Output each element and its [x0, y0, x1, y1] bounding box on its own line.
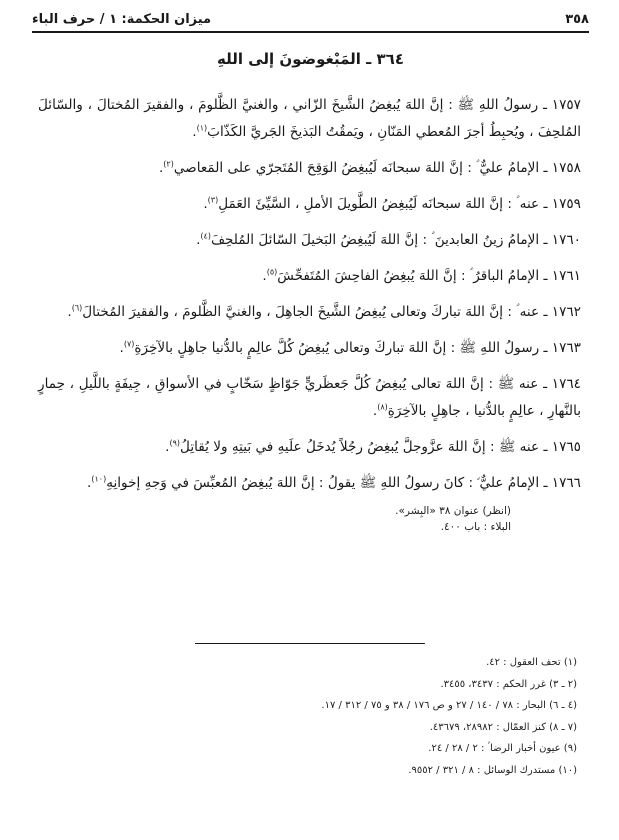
hadith-entry: ١٧٥٧ ـ رسولُ اللهِ ﷺ : إنَّ اللهَ يُبغِضُ الشَّيخَ الزّاني ، والغنيَّ الظَّلومَ ، والفقيرَ المُختالَ ، والسّائلَ المُلحِفَ ، ويُحبِطُ أجرَ المُعطي المَنّانِ ، ويَمقُتُ البَذيخَ الجَريَّ الكَذّابَ$^{(١)}$. [38, 97, 581, 140]
footnote: (٤ ـ ٦) البحار : ٧٨ / ١٤٠ / ٢٧ و ص ١٧٦ / ٣٨ و ٧٥ / ٣١٢ / ١٧. [321, 700, 577, 711]
section-title: ٣٦٤ ـ المَبْغوضونَ إلى اللهِ [217, 50, 404, 68]
hadith-entry: ١٧٥٩ ـ عنه ؑ : إنَّ اللهَ سبحانَه لَيُبغِضُ الطَّويلَ الأملِ ، السَّيِّئَ العَمَلِ$^{(٣)}$. [203, 195, 581, 212]
cross-reference: البلاء : باب ٤٠٠. [440, 521, 511, 533]
hadith-entry: ١٧٦٠ ـ الإمامُ زينُ العابدينَ ؑ : إنَّ اللهَ لَيُبغِضُ البَخيلَ السّائلَ المُلحِفَ$^{(٤)}$. [196, 231, 581, 248]
footnote: (٩) عيون أخبار الرضا ؑ : ٢ / ٢٨ / ٢٤. [428, 743, 577, 754]
footnote-ref: (٧) [123, 339, 135, 349]
header-rule [32, 31, 589, 33]
footnotes [32, 652, 577, 781]
hadith-entry: ١٧٦٣ ـ رسولُ اللهِ ﷺ : إنَّ اللهَ تباركَ وتعالى يُبغِضُ كُلَّ عالِمٍ بالدُّنيا جاهِلٍ بالآخِرَةِ$^{(٧)}$. [119, 339, 581, 356]
footnote-ref: (٦) [71, 303, 83, 313]
footnote-ref: (٨) [377, 402, 388, 412]
footnote: (١) تحف العقول : ٤٢. [486, 657, 577, 668]
cross-reference: (انظر) عنوان ٣٨ «البِشر». [395, 505, 511, 517]
footnote-ref: (١٠) [91, 474, 107, 484]
hadith-entry: ١٧٦٦ ـ الإمامُ عليٌّ ؑ : كانَ رسولُ اللهِ ﷺ يقولُ : إنَّ اللهَ يُبغِضُ المُعبِّسَ في وَجهِ إخوانِهِ$^{(١٠)}$. [87, 474, 581, 491]
hadith-entry: ١٧٦٥ ـ عنه ﷺ : إنَّ اللهَ عزَّوجلَّ يُبغِضُ رجُلاً يُدخَلُ علَيهِ في بَيتِهِ ولا يُقاتِلُ$^{(٩)}$. [165, 438, 581, 455]
running-title: ميزان الحكمة: ١ / حرف الباء [32, 11, 212, 27]
hadith-entry: ١٧٦٤ ـ عنه ﷺ : إنَّ اللهَ تعالى يُبغِضُ كُلَّ جَعظَريٍّ جَوّاظٍ سَخّابٍ في الأسواقِ ، جِيفَةٍ باللَّيلِ ، حِمارٍ بالنَّهارِ ، عالِمٍ بالدُّنيا ، جاهِلٍ بالآخِرَةِ$^{(٨)}$. [38, 376, 581, 419]
page-number: ٣٥٨ [565, 11, 589, 27]
footnote-ref: (٢) [163, 159, 174, 169]
hadith-entry: ١٧٦٢ ـ عنه ؑ : إنَّ اللهَ تباركَ وتعالى يُبغِضُ الشَّيخَ الجاهِلَ ، والغنيَّ الظَّلومَ ، والفقيرَ المُختالَ$^{(٦)}$. [67, 303, 581, 320]
footnote-ref: (٩) [169, 438, 181, 448]
footnote-ref: (١) [196, 123, 208, 133]
footnote: (١٠) مستدرك الوسائل : ٨ / ٣٢١ / ٩٥٥٢. [408, 764, 577, 776]
hadith-entry: ١٧٥٨ ـ الإمامُ عليٌّ ؑ : إنَّ اللهَ سبحانَه لَيُبغِضُ الوَقِحَ المُتَجرّي على المَعاصي$^{(٢)}$. [158, 159, 581, 176]
footnote-ref: (٥) [266, 267, 278, 277]
hadith-entry: ١٧٦١ ـ الإمامُ الباقرُ ؑ : إنَّ اللهَ يُبغِضُ الفاحِشَ المُتَفحِّشَ$^{(٥)}$. [262, 267, 581, 284]
hadith-entries [38, 92, 581, 538]
footnote-rule [195, 643, 425, 644]
running-header [32, 8, 589, 30]
footnote-ref: (٤) [200, 231, 211, 241]
footnote: (٢ ـ ٣) غرر الحكم : ٣٤٣٧، ٣٤٥٥. [440, 678, 577, 690]
footnote: (٧ ـ ٨) كنز العمّال : ٢٨٩٨٢، ٤٣٦٧٩. [429, 721, 577, 733]
footnote-ref: (٣) [207, 195, 219, 205]
